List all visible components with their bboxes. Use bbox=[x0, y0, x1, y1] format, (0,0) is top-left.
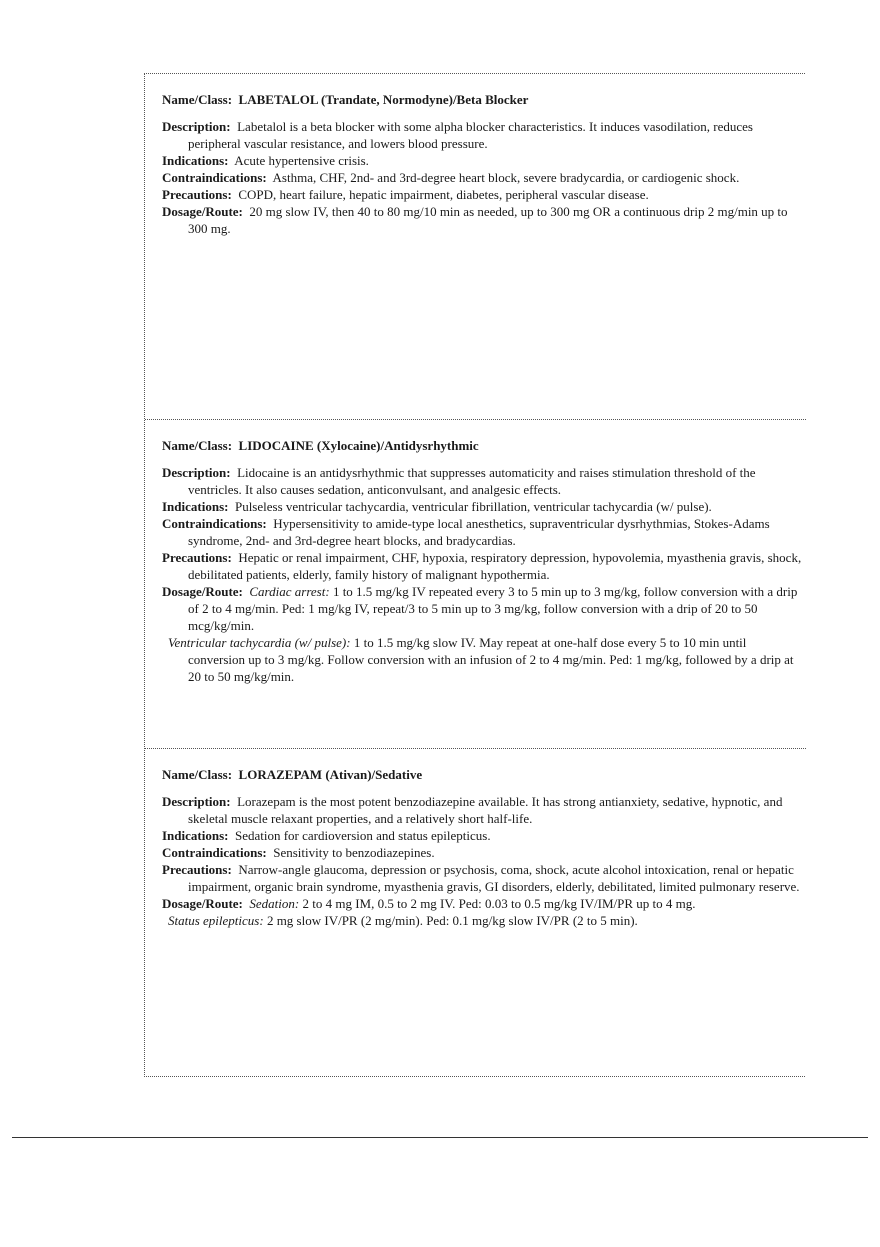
indications-label: Indications: bbox=[162, 828, 229, 843]
drug-card-lidocaine bbox=[145, 419, 806, 748]
dosage-subtitle: Cardiac arrest: bbox=[249, 584, 330, 599]
contraindications-field bbox=[162, 515, 806, 549]
footer-rule bbox=[12, 1137, 868, 1138]
description-field bbox=[162, 464, 806, 498]
drug-card-lorazepam bbox=[145, 748, 806, 1077]
description-field bbox=[162, 793, 806, 827]
contraindications-text: Sensitivity to benzodiazepines. bbox=[273, 845, 435, 860]
name-class-label: Name/Class: bbox=[162, 767, 233, 782]
contraindications-label: Contraindications: bbox=[162, 170, 267, 185]
dosage-secondary-field bbox=[162, 634, 806, 685]
name-class-line bbox=[162, 766, 806, 783]
dosage-text: 2 to 4 mg IM, 0.5 to 2 mg IV. Ped: 0.03 to 0.5 mg/kg IV/IM/PR up to 4 mg. bbox=[302, 896, 696, 911]
name-class-label: Name/Class: bbox=[162, 438, 233, 453]
indications-label: Indications: bbox=[162, 499, 229, 514]
precautions-field bbox=[162, 549, 806, 583]
name-class-value: LORAZEPAM (Ativan)/Sedative bbox=[238, 767, 423, 782]
contraindications-label: Contraindications: bbox=[162, 516, 267, 531]
drug-card-labetalol bbox=[145, 74, 806, 419]
indications-field bbox=[162, 152, 806, 169]
dosage-label: Dosage/Route: bbox=[162, 204, 243, 219]
indications-text: Sedation for cardioversion and status epilepticus. bbox=[234, 828, 491, 843]
precautions-label: Precautions: bbox=[162, 550, 232, 565]
description-label: Description: bbox=[162, 119, 231, 134]
name-class-line bbox=[162, 91, 806, 108]
contraindications-text: Asthma, CHF, 2nd- and 3rd-degree heart block, severe bradycardia, or cardiogenic shock. bbox=[272, 170, 740, 185]
dosage-label: Dosage/Route: bbox=[162, 584, 243, 599]
dosage-secondary-text: 1 to 1.5 mg/kg slow IV. May repeat at one-half dose every 5 to 10 min until conversion up to 3 mg/kg. Follow conversion with an infusion of 2 to 4 mg/min. Ped: 1 mg/kg, followed by a drip at 20 to 50 mg/kg/min. bbox=[188, 635, 794, 684]
contraindications-text: Hypersensitivity to amide-type local anesthetics, supraventricular dysrhythmias, Stokes-Adams syndrome, 2nd- and 3rd-degree heart blocks, and bradycardias. bbox=[188, 516, 770, 548]
name-class-line bbox=[162, 437, 806, 454]
precautions-label: Precautions: bbox=[162, 187, 232, 202]
indications-text: Acute hypertensive crisis. bbox=[234, 153, 369, 168]
contraindications-field bbox=[162, 844, 806, 861]
dosage-field bbox=[162, 895, 806, 912]
dosage-label: Dosage/Route: bbox=[162, 896, 243, 911]
description-text: Lidocaine is an antidysrhythmic that suppresses automaticity and raises stimulation threshold of the ventricles. It also causes sedation, anticonvulsant, and analgesic effects. bbox=[188, 465, 756, 497]
contraindications-label: Contraindications: bbox=[162, 845, 267, 860]
description-label: Description: bbox=[162, 794, 231, 809]
description-text: Lorazepam is the most potent benzodiazepine available. It has strong antianxiety, sedative, hypnotic, and skeletal muscle relaxant properties, and a relatively short half-life. bbox=[188, 794, 783, 826]
precautions-label: Precautions: bbox=[162, 862, 232, 877]
dosage-subtitle: Sedation: bbox=[249, 896, 300, 911]
name-class-value: LIDOCAINE (Xylocaine)/Antidysrhythmic bbox=[238, 438, 479, 453]
drug-card-sheet bbox=[144, 73, 805, 1077]
precautions-text: COPD, heart failure, hepatic impairment, diabetes, peripheral vascular disease. bbox=[238, 187, 649, 202]
indications-field bbox=[162, 827, 806, 844]
description-label: Description: bbox=[162, 465, 231, 480]
contraindications-field bbox=[162, 169, 806, 186]
dosage-secondary-subtitle: Status epilepticus: bbox=[168, 913, 264, 928]
dosage-secondary-text: 2 mg slow IV/PR (2 mg/min). Ped: 0.1 mg/kg slow IV/PR (2 to 5 min). bbox=[266, 913, 638, 928]
precautions-text: Hepatic or renal impairment, CHF, hypoxia, respiratory depression, hypovolemia, myasthenia gravis, shock, debilitated patients, elderly, family history of malignant hypothermia. bbox=[188, 550, 802, 582]
dosage-secondary-subtitle: Ventricular tachycardia (w/ pulse): bbox=[168, 635, 351, 650]
indications-label: Indications: bbox=[162, 153, 229, 168]
name-class-value: LABETALOL (Trandate, Normodyne)/Beta Blocker bbox=[238, 92, 529, 107]
precautions-text: Narrow-angle glaucoma, depression or psychosis, coma, shock, acute alcohol intoxication, renal or hepatic impairment, organic brain syndrome, myasthenia gravis, GI disorders, elderly, debilitated, limited pulmonary reserve. bbox=[188, 862, 800, 894]
indications-text: Pulseless ventricular tachycardia, ventricular fibrillation, ventricular tachycardia (w/ pulse). bbox=[234, 499, 712, 514]
dosage-text: 20 mg slow IV, then 40 to 80 mg/10 min as needed, up to 300 mg OR a continuous drip 2 mg/min up to 300 mg. bbox=[188, 204, 788, 236]
description-text: Labetalol is a beta blocker with some alpha blocker characteristics. It induces vasodilation, reduces peripheral vascular resistance, and lowers blood pressure. bbox=[188, 119, 753, 151]
dosage-field bbox=[162, 203, 806, 237]
description-field bbox=[162, 118, 806, 152]
precautions-field bbox=[162, 861, 806, 895]
precautions-field bbox=[162, 186, 806, 203]
dosage-field bbox=[162, 583, 806, 634]
indications-field bbox=[162, 498, 806, 515]
dosage-text: 1 to 1.5 mg/kg IV repeated every 3 to 5 min up to 3 mg/kg, follow conversion with a drip of 2 to 4 mg/min. Ped: 1 mg/kg IV, repeat/3 to 5 min up to 3 mg/kg, follow conversion with a drip of 20 to 50 mcg/kg/min. bbox=[188, 584, 798, 633]
name-class-label: Name/Class: bbox=[162, 92, 233, 107]
dosage-secondary-field bbox=[162, 912, 806, 929]
